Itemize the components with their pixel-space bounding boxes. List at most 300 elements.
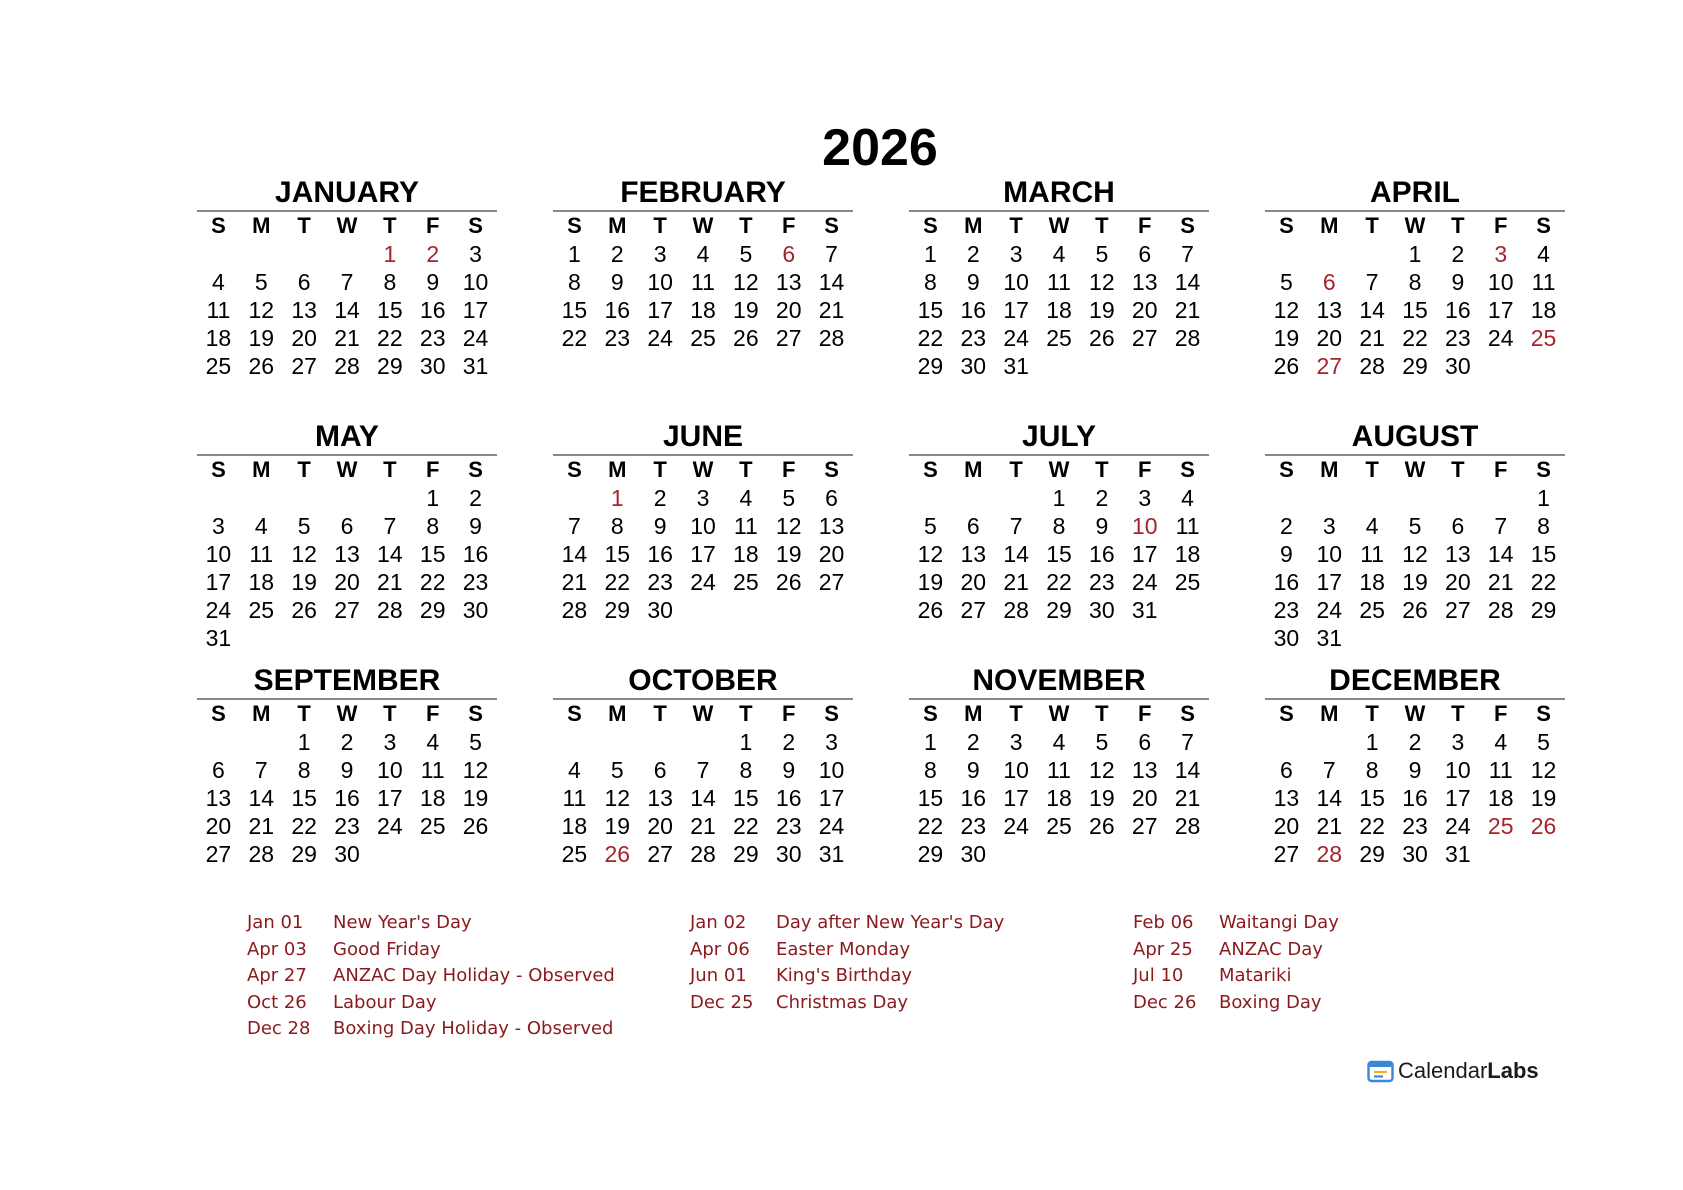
date: 25	[248, 597, 275, 623]
weekday-label: W	[1048, 701, 1070, 726]
date: 14	[377, 541, 403, 567]
week-row	[1265, 784, 1565, 812]
empty-cell	[553, 728, 596, 756]
date: 13	[1131, 757, 1158, 783]
date: 18	[419, 785, 446, 811]
week-row	[553, 512, 853, 540]
weekday-label: S	[567, 457, 582, 482]
weekday-header	[1265, 456, 1565, 484]
weekday-label: F	[425, 457, 440, 482]
date: 20	[291, 325, 317, 351]
date: 26	[733, 325, 759, 351]
date: 8	[610, 513, 624, 539]
month-name: FEBRUARY	[553, 176, 853, 212]
date: 22	[917, 813, 944, 839]
date: 17	[1003, 785, 1029, 811]
date: 1	[426, 485, 440, 511]
date: 28	[1174, 325, 1201, 351]
date: 2	[610, 241, 624, 267]
date: 21	[248, 813, 275, 839]
weekday-header	[553, 700, 853, 728]
date: 27	[647, 841, 673, 867]
date: 24	[1003, 813, 1029, 839]
week-row	[909, 756, 1209, 784]
date: 18	[733, 541, 759, 567]
date: 4	[568, 757, 581, 783]
date: 1	[1408, 241, 1422, 267]
date: 23	[604, 325, 631, 351]
date: 9	[340, 757, 354, 783]
week-row	[1265, 596, 1565, 624]
weekday-label: S	[923, 457, 938, 482]
date: 20	[1131, 785, 1158, 811]
date: 27	[1131, 813, 1158, 839]
weekday-label: S	[824, 213, 839, 238]
empty-cell	[1166, 352, 1209, 380]
weekday-label: W	[1404, 457, 1426, 482]
empty-cell	[1436, 484, 1479, 512]
date: 28	[334, 353, 360, 379]
holiday-name: Boxing Day Holiday - Observed	[333, 1018, 614, 1039]
date: 17	[1445, 785, 1471, 811]
week-row	[553, 812, 853, 840]
date: 25	[1046, 325, 1072, 351]
month-name: JANUARY	[197, 176, 497, 212]
holiday-name: Easter Monday	[776, 938, 911, 960]
date: 29	[419, 597, 446, 623]
date: 21	[377, 569, 403, 595]
empty-cell	[553, 484, 596, 512]
date: 9	[1280, 541, 1293, 567]
weekday-label: T	[297, 701, 311, 726]
holiday-date: 6	[782, 241, 796, 267]
date: 15	[1530, 541, 1557, 567]
weekday-header	[197, 456, 497, 484]
week-row	[1265, 568, 1565, 596]
week-row	[197, 596, 497, 624]
empty-cell	[1123, 840, 1166, 868]
empty-cell	[596, 728, 639, 756]
date: 19	[604, 813, 631, 839]
date: 16	[775, 785, 802, 811]
week-row	[197, 756, 497, 784]
date: 7	[825, 241, 838, 267]
holiday-name: New Year's Day	[333, 912, 472, 933]
date: 3	[653, 241, 667, 267]
week-row	[553, 756, 853, 784]
calendarlabs-logo[interactable]	[1367, 1058, 1539, 1084]
date: 5	[924, 513, 937, 539]
date: 26	[1089, 325, 1115, 351]
date: 12	[1273, 297, 1300, 323]
date: 25	[1359, 597, 1385, 623]
date: 10	[1003, 757, 1029, 783]
weekday-label: F	[425, 213, 440, 238]
week-row	[1265, 484, 1565, 512]
weekday-label: T	[1451, 213, 1465, 238]
date: 1	[568, 241, 581, 267]
date: 12	[1530, 757, 1557, 783]
date: 26	[291, 597, 317, 623]
date: 19	[248, 325, 275, 351]
date: 5	[1095, 729, 1109, 755]
date: 6	[297, 269, 311, 295]
holiday-date: 28	[1316, 841, 1343, 867]
date: 1	[1537, 485, 1550, 511]
date: 9	[1408, 757, 1422, 783]
date: 6	[825, 485, 838, 511]
week-row	[197, 484, 497, 512]
month-october	[553, 664, 853, 908]
weekday-label: S	[567, 701, 582, 726]
holiday-row	[690, 963, 1133, 990]
date: 25	[690, 325, 716, 351]
date: 4	[212, 269, 225, 295]
weekday-header	[553, 212, 853, 240]
week-row	[553, 324, 853, 352]
date: 9	[469, 513, 482, 539]
date: 21	[1174, 297, 1201, 323]
date: 24	[818, 813, 845, 839]
date: 1	[297, 729, 311, 755]
week-row	[909, 484, 1209, 512]
date: 1	[924, 729, 937, 755]
date: 9	[1451, 269, 1465, 295]
holiday-date-label: Jan 01	[247, 912, 304, 933]
date: 13	[334, 541, 360, 567]
week-row	[197, 352, 497, 380]
weekday-label: F	[781, 213, 796, 238]
date: 3	[212, 513, 225, 539]
holiday-date: 25	[1487, 813, 1514, 839]
date: 7	[1181, 241, 1194, 267]
holiday-date-label: Oct 26	[247, 991, 307, 1013]
date: 26	[917, 597, 944, 623]
holiday-name: ANZAC Day	[1219, 938, 1323, 960]
date: 19	[917, 569, 944, 595]
weekday-label: F	[1137, 701, 1152, 726]
date: 23	[1402, 813, 1428, 839]
empty-cell	[240, 240, 283, 268]
weekday-label: T	[383, 701, 397, 726]
date: 18	[690, 297, 716, 323]
weekday-label: M	[964, 457, 983, 482]
empty-cell	[454, 840, 497, 868]
date: 28	[248, 841, 275, 867]
date: 23	[334, 813, 360, 839]
date: 12	[733, 269, 759, 295]
date: 18	[1359, 569, 1385, 595]
holiday-row	[1133, 990, 1576, 1017]
weekday-label: W	[336, 213, 358, 238]
month-name: OCTOBER	[553, 664, 853, 700]
empty-cell	[197, 240, 240, 268]
weekday-label: T	[1365, 457, 1379, 482]
date: 11	[420, 757, 445, 783]
date: 22	[1046, 569, 1072, 595]
date: 12	[604, 785, 631, 811]
date: 27	[291, 353, 317, 379]
weekday-label: W	[336, 701, 358, 726]
weekday-label: S	[824, 701, 839, 726]
date: 15	[419, 541, 446, 567]
date: 30	[647, 597, 673, 623]
date: 28	[1487, 597, 1514, 623]
date: 20	[960, 569, 987, 595]
date: 23	[419, 325, 446, 351]
holiday-row	[247, 937, 690, 964]
weekday-label: T	[383, 213, 397, 238]
date: 14	[1174, 269, 1201, 295]
date: 27	[334, 597, 360, 623]
date: 29	[377, 353, 403, 379]
week-row	[197, 624, 497, 652]
date: 22	[917, 325, 944, 351]
date: 23	[462, 569, 489, 595]
date: 19	[291, 569, 317, 595]
week-row	[553, 240, 853, 268]
date: 11	[1175, 513, 1200, 539]
date: 19	[462, 785, 489, 811]
date: 5	[610, 757, 624, 783]
date: 26	[1402, 597, 1428, 623]
holiday-date: 1	[610, 485, 624, 511]
date: 29	[733, 841, 759, 867]
weekday-label: T	[297, 213, 311, 238]
empty-cell	[326, 240, 369, 268]
date: 8	[1365, 757, 1379, 783]
date: 29	[1530, 597, 1557, 623]
date: 16	[462, 541, 489, 567]
date: 10	[462, 269, 489, 295]
date: 3	[469, 241, 482, 267]
weekday-label: S	[468, 213, 483, 238]
empty-cell	[1265, 728, 1308, 756]
week-row	[1265, 840, 1565, 868]
date: 26	[248, 353, 275, 379]
date: 2	[1408, 729, 1422, 755]
date: 3	[1322, 513, 1336, 539]
empty-cell	[724, 596, 767, 624]
weekday-label: W	[1404, 701, 1426, 726]
weekday-label: T	[1365, 701, 1379, 726]
date: 2	[966, 241, 980, 267]
date: 15	[917, 297, 944, 323]
date: 4	[696, 241, 710, 267]
date: 1	[1052, 485, 1066, 511]
holiday-date-label: Jan 02	[690, 912, 747, 933]
date: 16	[419, 297, 446, 323]
date: 19	[1273, 325, 1300, 351]
date: 7	[383, 513, 397, 539]
holiday-date-label: Apr 06	[690, 938, 750, 960]
weekday-label: W	[692, 457, 714, 482]
date: 5	[1095, 241, 1109, 267]
date: 21	[1316, 813, 1343, 839]
holiday-column	[690, 910, 1133, 1043]
date: 30	[1089, 597, 1115, 623]
holiday-date: 25	[1530, 325, 1557, 351]
weekday-label: T	[739, 701, 753, 726]
date: 22	[291, 813, 317, 839]
empty-cell	[326, 484, 369, 512]
holiday-row	[690, 937, 1133, 964]
weekday-label: S	[211, 701, 226, 726]
date: 13	[205, 785, 232, 811]
date: 3	[825, 729, 838, 755]
holiday-date: 26	[1530, 813, 1557, 839]
date: 18	[1174, 541, 1201, 567]
date: 17	[205, 569, 232, 595]
date: 11	[206, 297, 231, 323]
date: 8	[924, 757, 937, 783]
date: 25	[419, 813, 446, 839]
holiday-name: ANZAC Day Holiday - Observed	[333, 965, 615, 986]
weekday-label: M	[1320, 213, 1339, 238]
date: 11	[691, 269, 715, 295]
date: 11	[1488, 757, 1513, 783]
date: 31	[1131, 597, 1158, 623]
week-row	[1265, 756, 1565, 784]
holiday-row	[1133, 963, 1576, 990]
date: 24	[1003, 325, 1029, 351]
weekday-label: W	[336, 457, 358, 482]
weekday-header	[909, 700, 1209, 728]
date: 19	[733, 297, 759, 323]
date: 17	[647, 297, 673, 323]
date: 1	[924, 241, 937, 267]
date: 7	[568, 513, 581, 539]
weekday-label: S	[1279, 457, 1294, 482]
weekday-label: T	[383, 457, 397, 482]
date: 8	[739, 757, 753, 783]
weekday-label: T	[1009, 213, 1023, 238]
weekday-label: S	[468, 701, 483, 726]
date: 20	[1316, 325, 1343, 351]
holiday-date: 26	[604, 841, 631, 867]
date: 27	[818, 569, 845, 595]
weekday-label: S	[1536, 457, 1551, 482]
week-row	[197, 268, 497, 296]
date: 13	[1316, 297, 1343, 323]
date: 14	[690, 785, 716, 811]
date: 22	[1402, 325, 1428, 351]
date: 5	[1280, 269, 1293, 295]
week-row	[197, 324, 497, 352]
date: 20	[1131, 297, 1158, 323]
weekday-header	[909, 456, 1209, 484]
week-row	[909, 240, 1209, 268]
date: 28	[561, 597, 588, 623]
date: 30	[775, 841, 802, 867]
date: 17	[690, 541, 716, 567]
date: 19	[1089, 297, 1115, 323]
date: 4	[1365, 513, 1379, 539]
date: 20	[1273, 813, 1300, 839]
empty-cell	[1436, 624, 1479, 652]
date: 14	[1359, 297, 1385, 323]
date: 20	[818, 541, 845, 567]
week-row	[1265, 812, 1565, 840]
date: 25	[561, 841, 588, 867]
month-february	[553, 176, 853, 420]
month-august	[1265, 420, 1565, 664]
date: 2	[782, 729, 796, 755]
date: 29	[1359, 841, 1385, 867]
date: 15	[377, 297, 403, 323]
date: 23	[1089, 569, 1115, 595]
date: 7	[696, 757, 710, 783]
weekday-header	[1265, 700, 1565, 728]
date: 5	[254, 269, 268, 295]
weekday-label: W	[692, 701, 714, 726]
date: 30	[960, 841, 987, 867]
date: 12	[917, 541, 944, 567]
date: 8	[383, 269, 397, 295]
week-row	[1265, 512, 1565, 540]
weekday-label: F	[1493, 701, 1508, 726]
week-row	[909, 540, 1209, 568]
empty-cell	[1123, 352, 1166, 380]
weekday-header	[197, 212, 497, 240]
week-row	[553, 784, 853, 812]
year-title: 2026	[822, 119, 938, 177]
weekday-label: M	[608, 701, 627, 726]
weekday-label: F	[781, 457, 796, 482]
date: 22	[604, 569, 631, 595]
date: 29	[1402, 353, 1428, 379]
date: 16	[334, 785, 360, 811]
date: 15	[561, 297, 588, 323]
month-name: APRIL	[1265, 176, 1565, 212]
weekday-label: T	[1095, 213, 1109, 238]
date: 13	[1131, 269, 1158, 295]
date: 16	[1089, 541, 1115, 567]
holiday-row	[1133, 910, 1576, 937]
weekday-label: S	[1180, 457, 1195, 482]
date: 9	[782, 757, 796, 783]
date: 2	[966, 729, 980, 755]
date: 13	[647, 785, 673, 811]
date: 27	[960, 597, 987, 623]
date: 12	[1089, 269, 1115, 295]
weekday-label: M	[608, 457, 627, 482]
date: 16	[647, 541, 673, 567]
date: 6	[212, 757, 225, 783]
date: 11	[1360, 541, 1385, 567]
date: 2	[340, 729, 354, 755]
empty-cell	[1166, 840, 1209, 868]
empty-cell	[682, 596, 725, 624]
empty-cell	[1308, 728, 1351, 756]
date: 17	[462, 297, 489, 323]
empty-cell	[1479, 352, 1522, 380]
empty-cell	[1479, 624, 1522, 652]
date: 21	[561, 569, 588, 595]
date: 26	[775, 569, 802, 595]
date: 24	[1487, 325, 1514, 351]
date: 24	[1445, 813, 1471, 839]
week-row	[1265, 268, 1565, 296]
date: 25	[733, 569, 759, 595]
date: 7	[1365, 269, 1379, 295]
weekday-label: M	[1320, 701, 1339, 726]
months-grid	[197, 176, 1633, 908]
week-row	[1265, 728, 1565, 756]
weekday-label: S	[923, 701, 938, 726]
holiday-row	[247, 1016, 690, 1043]
date: 8	[426, 513, 440, 539]
